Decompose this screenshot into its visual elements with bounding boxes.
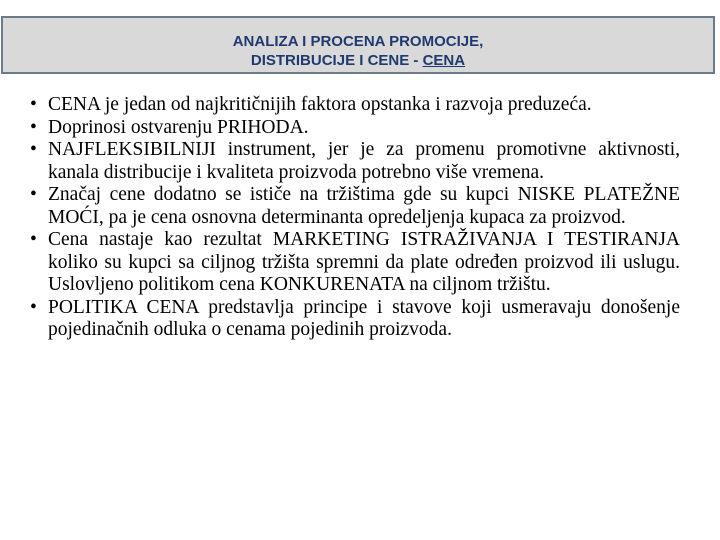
bullet-marker: • — [30, 229, 37, 250]
bullet-text: POLITIKA CENA predstavlja principe i stavove koji usmeravaju donošenje pojedinačnih odluka o cenama pojedinih proizvoda. — [48, 296, 680, 340]
bullet-item — [30, 117, 680, 140]
bullet-marker: • — [30, 139, 37, 160]
bullet-item — [30, 184, 680, 229]
bullet-marker: • — [30, 94, 37, 115]
slide-title-line-2-prefix: DISTRIBUCIJE I CENE - — [250, 52, 423, 69]
slide-title-underlined-word: CENA — [422, 52, 466, 69]
bullet-text: Cena nastaje kao rezultat MARKETING ISTRAŽIVANJA I TESTIRANJA koliko su kupci sa ciljnog tržišta spremni da plate određen proizvod ili uslugu. Uslovljeno politikom cena KONKURENATA na ciljnom tržištu. — [48, 229, 680, 295]
bullet-item — [30, 139, 680, 184]
bullet-marker: • — [30, 116, 37, 138]
bullet-marker: • — [30, 184, 37, 205]
bullet-item — [30, 94, 680, 117]
bullet-text: Doprinosi ostvarenju PRIHODA. — [48, 116, 309, 138]
bullet-item — [30, 229, 680, 297]
bullet-text: Značaj cene dodatno se ističe na tržištima gde su kupci NISKE PLATEŽNE MOĆI, pa je cena osnovna determinanta opredeljenja kupaca za proizvod. — [48, 184, 680, 228]
bullet-marker: • — [30, 296, 37, 318]
slide-title-line-1: ANALIZA I PROCENA PROMOCIJE, — [232, 33, 484, 50]
bullet-list — [30, 94, 680, 342]
bullet-item — [30, 297, 680, 342]
slide-title-line-2 — [3, 51, 713, 70]
bullet-text: CENA je jedan od najkritičnijih faktora opstanka i razvoja preduzeća. — [48, 94, 592, 115]
slide-title-box — [1, 16, 715, 74]
bullet-text: NAJFLEKSIBILNIJI instrument, jer je za promenu promotivne aktivnosti, kanala distribucije i kvaliteta proizvoda potrebno više vremena. — [48, 139, 680, 183]
